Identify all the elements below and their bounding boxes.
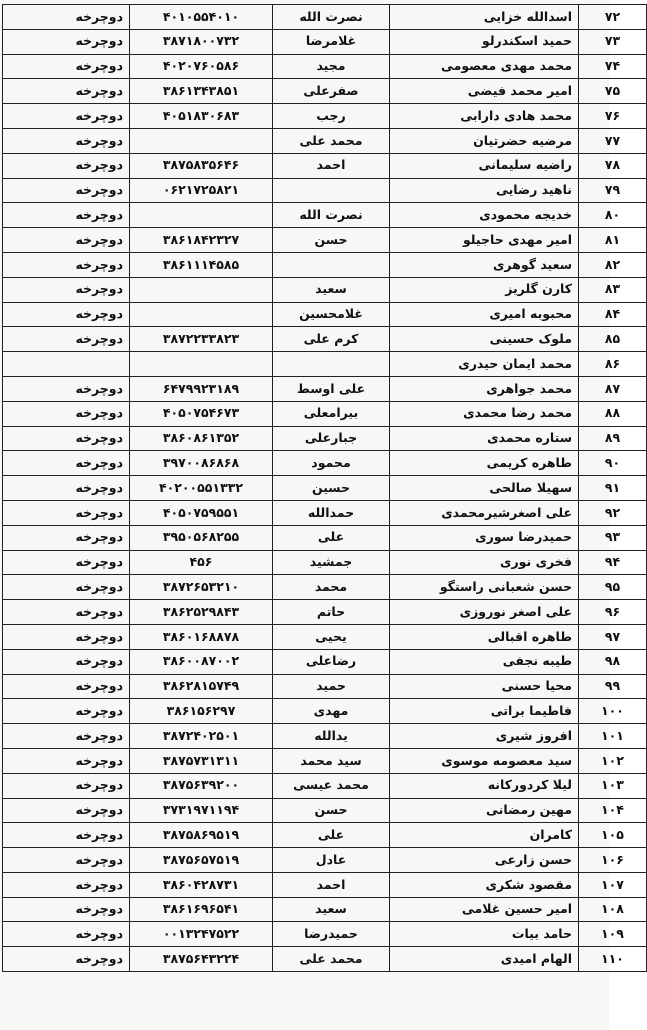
national-id-cell: ۳۸۶۲۵۲۹۸۴۳	[130, 600, 273, 625]
row-number-cell: ۸۷	[579, 376, 647, 401]
father-name-cell: حمید	[273, 674, 390, 699]
father-name-cell: غلامحسین	[273, 302, 390, 327]
table-row	[3, 724, 647, 749]
national-id-cell: ۰۶۲۱۷۲۵۸۲۱	[130, 178, 273, 203]
table-row	[3, 277, 647, 302]
national-id-cell: ۳۸۷۵۶۴۳۲۲۴	[130, 947, 273, 972]
row-number-cell: ۹۲	[579, 500, 647, 525]
full-name-cell: لیلا کردورکانه	[390, 773, 579, 798]
full-name-cell: کامران	[390, 823, 579, 848]
father-name-cell	[273, 252, 390, 277]
national-id-cell: ۴۰۵۱۸۳۰۶۸۳	[130, 104, 273, 129]
father-name-cell: حسن	[273, 228, 390, 253]
national-id-cell: ۳۸۷۲۴۰۲۵۰۱	[130, 724, 273, 749]
national-id-cell	[130, 128, 273, 153]
vehicle-type-cell: دوچرخه	[3, 600, 130, 625]
national-id-cell	[130, 352, 273, 377]
vehicle-type-cell: دوچرخه	[3, 302, 130, 327]
row-number-cell: ۷۶	[579, 104, 647, 129]
national-id-cell: ۳۸۷۵۸۶۹۵۱۹	[130, 823, 273, 848]
father-name-cell: محمد علی	[273, 128, 390, 153]
full-name-cell: کارن گلریز	[390, 277, 579, 302]
father-name-cell	[273, 352, 390, 377]
row-number-cell: ۸۸	[579, 401, 647, 426]
row-number-cell: ۸۲	[579, 252, 647, 277]
father-name-cell: یحیی	[273, 624, 390, 649]
national-id-cell: ۴۰۲۰۷۶۰۵۸۶	[130, 54, 273, 79]
row-number-cell: ۹۳	[579, 525, 647, 550]
father-name-cell: سید محمد	[273, 748, 390, 773]
vehicle-type-cell: دوچرخه	[3, 649, 130, 674]
father-name-cell: محمد عیسی	[273, 773, 390, 798]
full-name-cell: محمد ایمان حیدری	[390, 352, 579, 377]
vehicle-type-cell: دوچرخه	[3, 773, 130, 798]
table-row	[3, 426, 647, 451]
national-id-cell: ۳۹۵۰۵۶۸۲۵۵	[130, 525, 273, 550]
full-name-cell: محبوبه امیری	[390, 302, 579, 327]
father-name-cell: صفرعلی	[273, 79, 390, 104]
row-number-cell: ۱۰۷	[579, 872, 647, 897]
table-row	[3, 699, 647, 724]
vehicle-type-cell: دوچرخه	[3, 5, 130, 30]
row-number-cell: ۹۶	[579, 600, 647, 625]
father-name-cell: کرم علی	[273, 327, 390, 352]
full-name-cell: مرضیه حضرتیان	[390, 128, 579, 153]
full-name-cell: امیر حسین غلامی	[390, 897, 579, 922]
national-id-cell: ۳۸۷۵۶۵۷۵۱۹	[130, 848, 273, 873]
father-name-cell: حاتم	[273, 600, 390, 625]
vehicle-type-cell: دوچرخه	[3, 872, 130, 897]
table-row	[3, 525, 647, 550]
father-name-cell: احمد	[273, 153, 390, 178]
table-row	[3, 897, 647, 922]
father-name-cell: حسن	[273, 798, 390, 823]
father-name-cell: علی	[273, 525, 390, 550]
father-name-cell: جبارعلی	[273, 426, 390, 451]
full-name-cell: ملوک حسینی	[390, 327, 579, 352]
full-name-cell: علی اصغر نوروزی	[390, 600, 579, 625]
row-number-cell: ۱۱۰	[579, 947, 647, 972]
vehicle-type-cell: دوچرخه	[3, 724, 130, 749]
father-name-cell: محمد علی	[273, 947, 390, 972]
table-row	[3, 401, 647, 426]
vehicle-type-cell: دوچرخه	[3, 54, 130, 79]
vehicle-type-cell: دوچرخه	[3, 451, 130, 476]
father-name-cell: علی اوسط	[273, 376, 390, 401]
table-row	[3, 104, 647, 129]
national-id-cell: ۶۴۷۹۹۲۳۱۸۹	[130, 376, 273, 401]
table-row	[3, 29, 647, 54]
table-row	[3, 54, 647, 79]
table-row	[3, 674, 647, 699]
table-row	[3, 352, 647, 377]
table-row	[3, 500, 647, 525]
full-name-cell: راضیه سلیمانی	[390, 153, 579, 178]
father-name-cell: حمیدرضا	[273, 922, 390, 947]
table-row	[3, 823, 647, 848]
table-row	[3, 624, 647, 649]
vehicle-type-cell	[3, 352, 130, 377]
national-id-cell	[130, 277, 273, 302]
full-name-cell: علی اصغرشیرمحمدی	[390, 500, 579, 525]
national-id-cell: ۳۸۶۱۵۶۲۹۷	[130, 699, 273, 724]
row-number-cell: ۱۰۱	[579, 724, 647, 749]
father-name-cell: سعید	[273, 897, 390, 922]
national-id-cell: ۴۰۵۰۷۵۹۵۵۱	[130, 500, 273, 525]
row-number-cell: ۱۰۶	[579, 848, 647, 873]
national-id-cell: ۳۸۶۰۱۶۸۸۷۸	[130, 624, 273, 649]
table-row	[3, 252, 647, 277]
table-row	[3, 5, 647, 30]
national-id-cell: ۳۸۶۱۱۱۴۵۸۵	[130, 252, 273, 277]
vehicle-type-cell: دوچرخه	[3, 897, 130, 922]
table-row	[3, 922, 647, 947]
table-row	[3, 476, 647, 501]
row-number-cell: ۷۷	[579, 128, 647, 153]
table-row	[3, 228, 647, 253]
vehicle-type-cell: دوچرخه	[3, 376, 130, 401]
row-number-cell: ۹۹	[579, 674, 647, 699]
table-row	[3, 79, 647, 104]
full-name-cell: طیبه نجفی	[390, 649, 579, 674]
row-number-cell: ۹۸	[579, 649, 647, 674]
national-id-cell: ۳۷۳۱۹۷۱۱۹۴	[130, 798, 273, 823]
row-number-cell: ۷۹	[579, 178, 647, 203]
vehicle-type-cell: دوچرخه	[3, 798, 130, 823]
national-id-cell: ۳۸۷۵۶۳۹۲۰۰	[130, 773, 273, 798]
row-number-cell: ۷۴	[579, 54, 647, 79]
table-row	[3, 600, 647, 625]
table-row	[3, 947, 647, 972]
national-id-cell: ۰۰۱۳۲۴۷۵۲۲	[130, 922, 273, 947]
vehicle-type-cell: دوچرخه	[3, 426, 130, 451]
full-name-cell: طاهره اقبالی	[390, 624, 579, 649]
vehicle-type-cell: دوچرخه	[3, 79, 130, 104]
vehicle-type-cell: دوچرخه	[3, 153, 130, 178]
father-name-cell: حمدالله	[273, 500, 390, 525]
row-number-cell: ۷۳	[579, 29, 647, 54]
full-name-cell: محمد هادی دارابی	[390, 104, 579, 129]
father-name-cell: یدالله	[273, 724, 390, 749]
national-id-cell: ۴۰۱۰۵۵۴۰۱۰	[130, 5, 273, 30]
national-id-cell: ۳۸۶۰۸۶۱۳۵۲	[130, 426, 273, 451]
table-row	[3, 153, 647, 178]
table-row	[3, 451, 647, 476]
full-name-cell: اسدالله خزایی	[390, 5, 579, 30]
vehicle-type-cell: دوچرخه	[3, 699, 130, 724]
vehicle-type-cell: دوچرخه	[3, 104, 130, 129]
row-number-cell: ۸۰	[579, 203, 647, 228]
national-id-cell: ۴۰۲۰۰۵۵۱۳۳۲	[130, 476, 273, 501]
vehicle-type-cell: دوچرخه	[3, 922, 130, 947]
row-number-cell: ۱۰۵	[579, 823, 647, 848]
table-row	[3, 302, 647, 327]
table-row	[3, 203, 647, 228]
full-name-cell: حامد بیات	[390, 922, 579, 947]
father-name-cell: جمشید	[273, 550, 390, 575]
father-name-cell: نصرت الله	[273, 5, 390, 30]
row-number-cell: ۹۱	[579, 476, 647, 501]
row-number-cell: ۹۵	[579, 575, 647, 600]
national-id-cell: ۳۸۶۱۳۴۳۸۵۱	[130, 79, 273, 104]
vehicle-type-cell: دوچرخه	[3, 947, 130, 972]
father-name-cell: محمد	[273, 575, 390, 600]
row-number-cell: ۱۰۳	[579, 773, 647, 798]
table-row	[3, 575, 647, 600]
row-number-cell: ۹۰	[579, 451, 647, 476]
row-number-cell: ۷۸	[579, 153, 647, 178]
row-number-cell: ۷۲	[579, 5, 647, 30]
table-row	[3, 773, 647, 798]
row-number-cell: ۱۰۹	[579, 922, 647, 947]
vehicle-type-cell: دوچرخه	[3, 178, 130, 203]
full-name-cell: مقصود شکری	[390, 872, 579, 897]
national-id-cell: ۳۸۷۵۷۳۱۳۱۱	[130, 748, 273, 773]
national-id-cell: ۳۹۷۰۰۸۶۸۶۸	[130, 451, 273, 476]
row-number-cell: ۹۴	[579, 550, 647, 575]
table-body	[3, 5, 647, 972]
full-name-cell: حسن زارعی	[390, 848, 579, 873]
vehicle-type-cell: دوچرخه	[3, 550, 130, 575]
father-name-cell: بیرامعلی	[273, 401, 390, 426]
national-id-cell: ۳۸۷۲۲۳۳۸۲۳	[130, 327, 273, 352]
national-id-cell: ۴۰۵۰۷۵۴۶۷۳	[130, 401, 273, 426]
table-row	[3, 649, 647, 674]
father-name-cell: عادل	[273, 848, 390, 873]
father-name-cell: احمد	[273, 872, 390, 897]
table-row	[3, 848, 647, 873]
table-row	[3, 128, 647, 153]
full-name-cell: حمید اسکندرلو	[390, 29, 579, 54]
row-number-cell: ۸۶	[579, 352, 647, 377]
row-number-cell: ۹۷	[579, 624, 647, 649]
father-name-cell: رجب	[273, 104, 390, 129]
vehicle-type-cell: دوچرخه	[3, 203, 130, 228]
full-name-cell: الهام امیدی	[390, 947, 579, 972]
father-name-cell: غلامرضا	[273, 29, 390, 54]
full-name-cell: محمد مهدی معصومی	[390, 54, 579, 79]
table-row	[3, 376, 647, 401]
full-name-cell: فاطیما براتی	[390, 699, 579, 724]
full-name-cell: مهین رمضانی	[390, 798, 579, 823]
row-number-cell: ۸۳	[579, 277, 647, 302]
table-row	[3, 748, 647, 773]
father-name-cell	[273, 178, 390, 203]
vehicle-type-cell: دوچرخه	[3, 674, 130, 699]
vehicle-type-cell: دوچرخه	[3, 500, 130, 525]
table-row	[3, 327, 647, 352]
row-number-cell: ۱۰۸	[579, 897, 647, 922]
vehicle-type-cell: دوچرخه	[3, 748, 130, 773]
full-name-cell: سعید گوهری	[390, 252, 579, 277]
vehicle-type-cell: دوچرخه	[3, 848, 130, 873]
full-name-cell: امیر محمد فیضی	[390, 79, 579, 104]
row-number-cell: ۸۵	[579, 327, 647, 352]
table-row	[3, 178, 647, 203]
vehicle-type-cell: دوچرخه	[3, 575, 130, 600]
vehicle-type-cell: دوچرخه	[3, 228, 130, 253]
national-id-cell: ۴۵۶	[130, 550, 273, 575]
row-number-cell: ۱۰۰	[579, 699, 647, 724]
national-id-cell: ۳۸۶۲۸۱۵۷۴۹	[130, 674, 273, 699]
full-name-cell: خدیجه محمودی	[390, 203, 579, 228]
full-name-cell: محیا حسنی	[390, 674, 579, 699]
full-name-cell: حمیدرضا سوری	[390, 525, 579, 550]
table-row	[3, 550, 647, 575]
full-name-cell: محمد جواهری	[390, 376, 579, 401]
row-number-cell: ۱۰۲	[579, 748, 647, 773]
full-name-cell: حسن شعبانی راستگو	[390, 575, 579, 600]
national-id-cell: ۳۸۶۱۸۴۲۳۲۷	[130, 228, 273, 253]
father-name-cell: حسین	[273, 476, 390, 501]
full-name-cell: سید معصومه موسوی	[390, 748, 579, 773]
national-id-cell: ۳۸۶۰۴۲۸۷۳۱	[130, 872, 273, 897]
participant-table	[2, 4, 647, 972]
row-number-cell: ۸۱	[579, 228, 647, 253]
vehicle-type-cell: دوچرخه	[3, 624, 130, 649]
vehicle-type-cell: دوچرخه	[3, 29, 130, 54]
row-number-cell: ۸۹	[579, 426, 647, 451]
national-id-cell: ۳۸۶۱۶۹۶۵۴۱	[130, 897, 273, 922]
father-name-cell: علی	[273, 823, 390, 848]
full-name-cell: ناهید رضایی	[390, 178, 579, 203]
national-id-cell: ۳۸۷۵۸۳۵۶۴۶	[130, 153, 273, 178]
national-id-cell	[130, 203, 273, 228]
national-id-cell: ۳۸۷۲۶۵۳۲۱۰	[130, 575, 273, 600]
row-number-cell: ۱۰۴	[579, 798, 647, 823]
father-name-cell: مجید	[273, 54, 390, 79]
father-name-cell: مهدی	[273, 699, 390, 724]
full-name-cell: طاهره کریمی	[390, 451, 579, 476]
full-name-cell: افروز شیری	[390, 724, 579, 749]
father-name-cell: نصرت الله	[273, 203, 390, 228]
full-name-cell: محمد رضا محمدی	[390, 401, 579, 426]
national-id-cell	[130, 302, 273, 327]
vehicle-type-cell: دوچرخه	[3, 525, 130, 550]
father-name-cell: محمود	[273, 451, 390, 476]
father-name-cell: رضاعلی	[273, 649, 390, 674]
table-row	[3, 798, 647, 823]
father-name-cell: سعید	[273, 277, 390, 302]
full-name-cell: ستاره محمدی	[390, 426, 579, 451]
row-number-cell: ۷۵	[579, 79, 647, 104]
row-number-cell: ۸۴	[579, 302, 647, 327]
full-name-cell: سهیلا صالحی	[390, 476, 579, 501]
full-name-cell: امیر مهدی حاجیلو	[390, 228, 579, 253]
vehicle-type-cell: دوچرخه	[3, 327, 130, 352]
vehicle-type-cell: دوچرخه	[3, 128, 130, 153]
vehicle-type-cell: دوچرخه	[3, 252, 130, 277]
national-id-cell: ۳۸۶۰۰۸۷۰۰۲	[130, 649, 273, 674]
vehicle-type-cell: دوچرخه	[3, 401, 130, 426]
table-row	[3, 872, 647, 897]
vehicle-type-cell: دوچرخه	[3, 823, 130, 848]
national-id-cell: ۳۸۷۱۸۰۰۷۳۲	[130, 29, 273, 54]
vehicle-type-cell: دوچرخه	[3, 476, 130, 501]
full-name-cell: فخری نوری	[390, 550, 579, 575]
vehicle-type-cell: دوچرخه	[3, 277, 130, 302]
